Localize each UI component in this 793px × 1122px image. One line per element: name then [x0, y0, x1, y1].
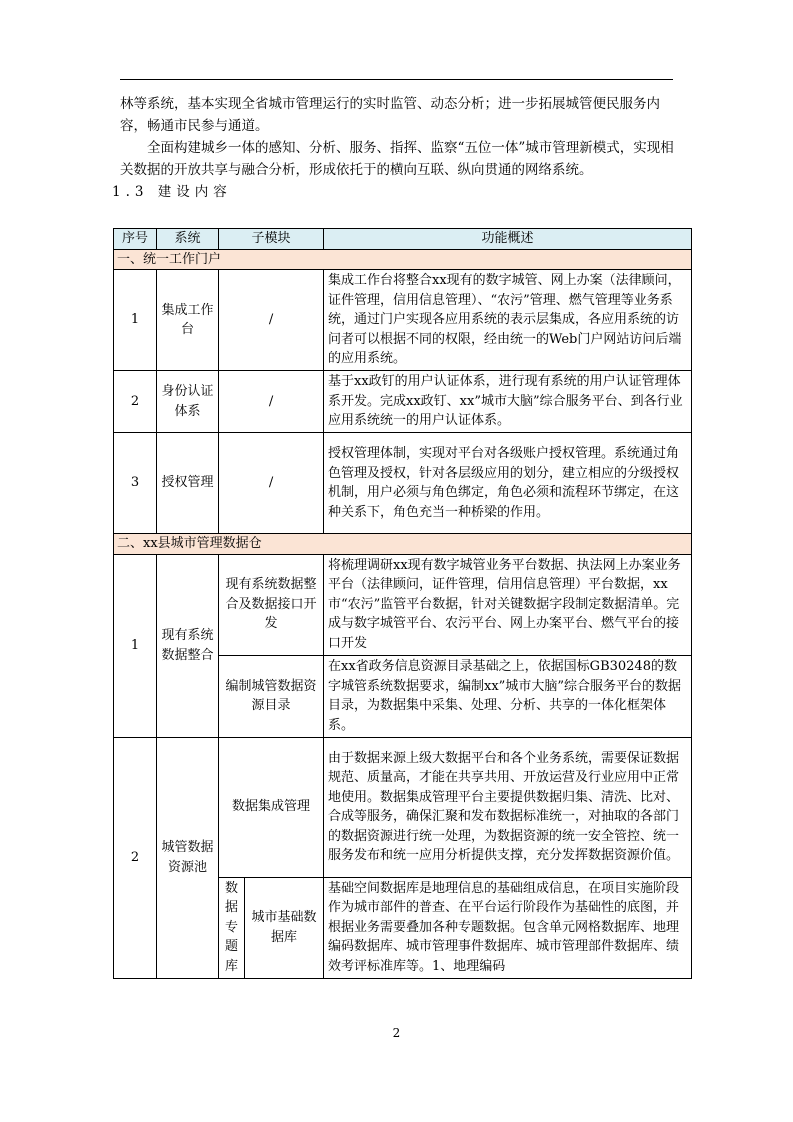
table-header-row: [114, 229, 692, 250]
row-no: 1: [114, 270, 157, 371]
row-submodule: 现有系统数据整合及数据接口开发: [219, 554, 324, 655]
paragraph-1: 林等系统，基本实现全省城市管理运行的实时监管、动态分析；进一步拓展城管便民服务内容，畅通市民参与通道。: [120, 96, 660, 134]
row-system: 集成工作台: [157, 270, 219, 371]
row-submodule: 编制城管数据资源目录: [219, 655, 324, 737]
row-no: 2: [114, 371, 157, 433]
table-row: [114, 371, 692, 433]
table-row: [114, 433, 692, 534]
group-row: [114, 249, 692, 270]
row-desc: 基于xx政钉的用户认证体系，进行现有系统的用户认证管理体系开发。完成xx政钉、xx”城市大脑”综合服务平台、到各行业应用系统统一的用户认证体系。: [324, 371, 692, 433]
paragraph-2: 全面构建城乡一体的感知、分析、服务、指挥、监察“五位一体”城市管理新模式，实现相关数据的开放共享与融合分析，形成依托于的横向互联、纵向贯通的网络系统。: [120, 140, 674, 178]
table-row: [114, 270, 692, 371]
row-no: 3: [114, 433, 157, 534]
group-title: 二、xx县城市管理数据仓: [114, 534, 692, 555]
row-submodule: 数据集成管理: [219, 737, 324, 877]
construction-content-table: [113, 228, 692, 979]
row-submodule-parent: 数据专题库: [219, 877, 245, 978]
row-desc: 在xx省政务信息资源目录基础之上，依据国标GB30248的数字城管系统数据要求，编制xx”城市大脑”综合服务平台的数据目录，为数据集中采集、处理、分析、共享的一体化框架体系。: [324, 655, 692, 737]
group-title: 一、统一工作门户: [114, 249, 692, 270]
row-no: 1: [114, 554, 157, 737]
section-title: 1.3 建设内容: [112, 184, 232, 200]
header-desc: 功能概述: [324, 229, 692, 250]
table-row: [114, 737, 692, 877]
row-system: 城管数据资源池: [157, 737, 219, 978]
row-desc: 授权管理体制，实现对平台对各级账户授权管理。系统通过角色管理及授权，针对各层级应用的划分，建立相应的分级授权机制，用户必须与角色绑定，角色必须和流程环节绑定，在这种关系下，角色充当一种桥梁的作用。: [324, 433, 692, 534]
row-desc: 将梳理调研xx现有数字城管业务平台数据、执法网上办案业务平台（法律顾问，证件管理，信用信息管理）平台数据，xx市“农污”监管平台数据，针对关键数据字段制定数据清单。完成与数字城管平台、农污平台、网上办案平台、燃气平台的接口开发: [324, 554, 692, 655]
group-row: [114, 534, 692, 555]
row-desc: 基础空间数据库是地理信息的基础组成信息，在项目实施阶段作为城市部件的普查、在平台运行阶段作为基础性的底图，并根据业务需要叠加各种专题数据。包含单元网格数据库、地理编码数据库、城市管理事件数据库、城市管理部件数据库、绩效考评标准库等。1、地理编码: [324, 877, 692, 978]
header-rule: [120, 79, 673, 80]
table-row: [114, 554, 692, 655]
page-number: 2: [392, 1026, 401, 1040]
row-desc: 集成工作台将整合xx现有的数字城管、网上办案（法律顾问，证件管理，信用信息管理）、“农污”管理、燃气管理等业务系统，通过门户实现各应用系统的表示层集成，各应用系统的访问者可以根据不同的权限，经由统一的Web门户网站访问后端的应用系统。: [324, 270, 692, 371]
row-no: 2: [114, 737, 157, 978]
row-submodule: /: [219, 371, 324, 433]
row-submodule: /: [219, 433, 324, 534]
header-submodule: 子模块: [219, 229, 324, 250]
row-desc: 由于数据来源上级大数据平台和各个业务系统，需要保证数据规范、质量高，才能在共享共用、开放运营及行业应用中正常地使用。数据集成管理平台主要提供数据归集、清洗、比对、合成等服务，确保汇聚和发布数据标准统一，对抽取的各部门的数据资源进行统一处理，为数据资源的统一安全管控、统一服务发布和统一应用分析提供支撑，充分发挥数据资源价值。: [324, 737, 692, 877]
row-submodule: 城市基础数据库: [245, 877, 324, 978]
header-no: 序号: [114, 229, 157, 250]
row-system: 授权管理: [157, 433, 219, 534]
header-system: 系统: [157, 229, 219, 250]
row-submodule: /: [219, 270, 324, 371]
row-system: 身份认证体系: [157, 371, 219, 433]
row-system: 现有系统数据整合: [157, 554, 219, 737]
